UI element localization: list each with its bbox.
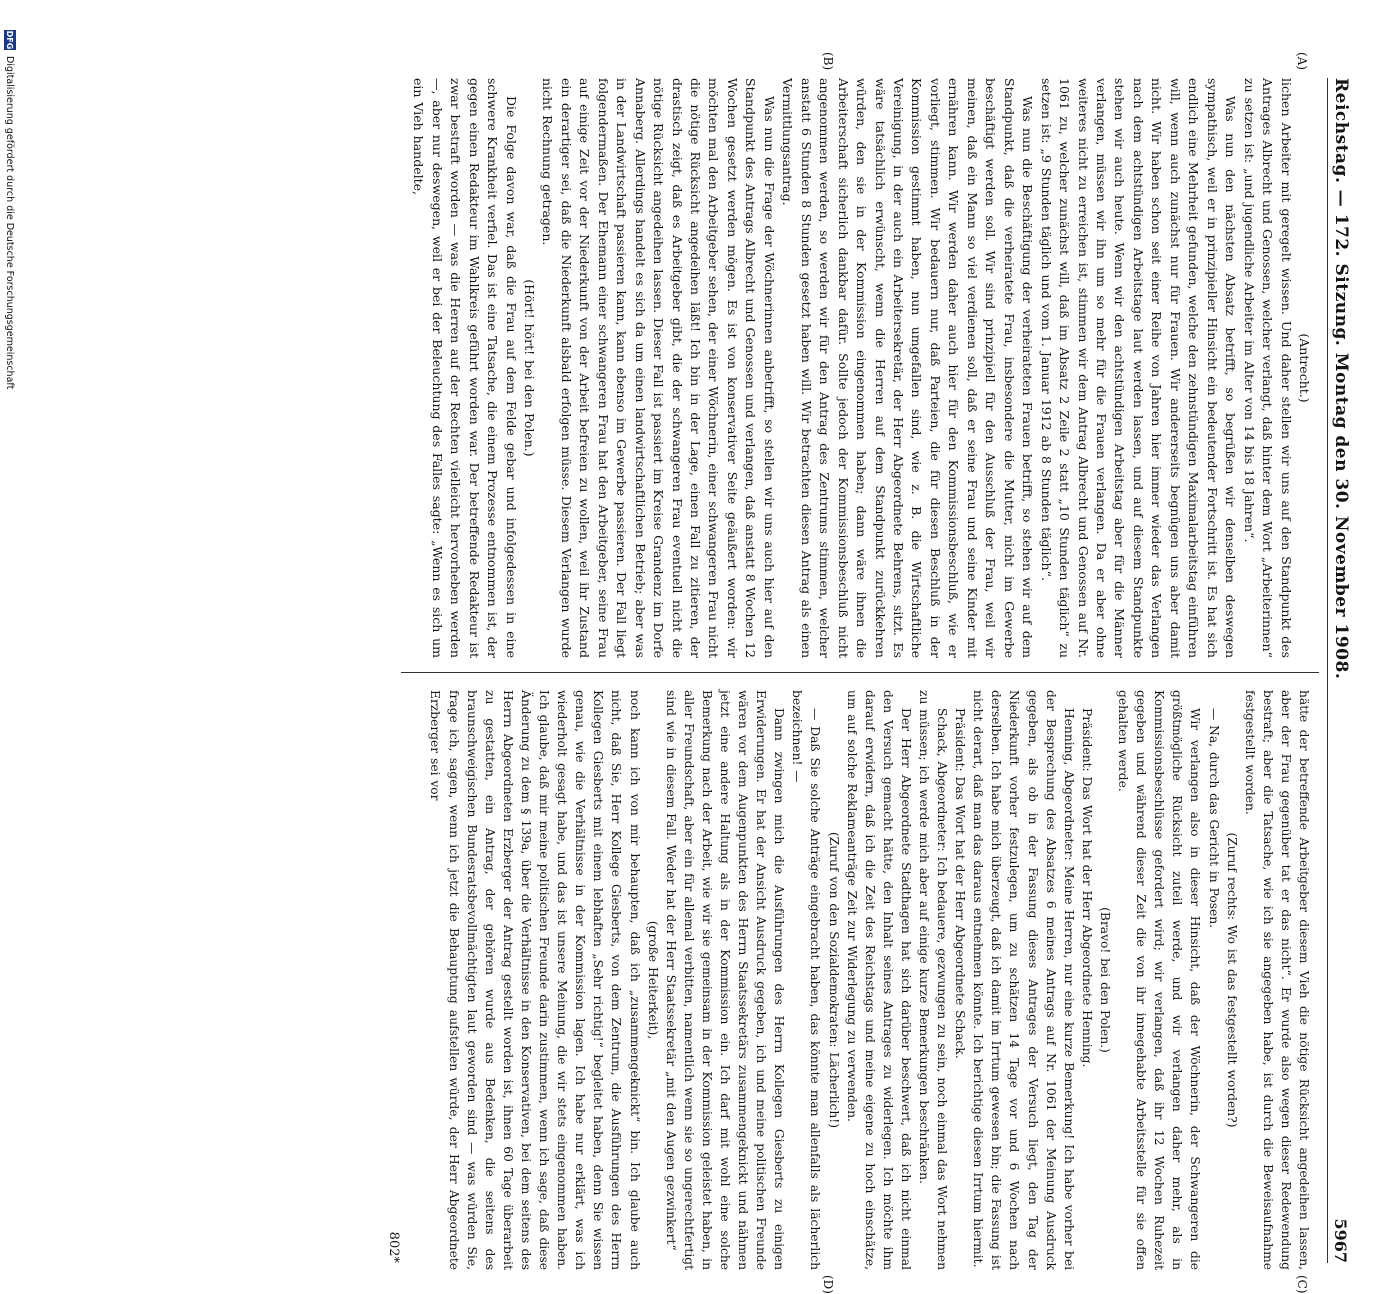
- paragraph: Schack, Abgeordneter: Ich bedauere, gezwungen zu sein, noch einmal das Wort nehmen zu müssen; ich werde mich aber auf einige kurze Bemerkungen beschränken.: [917, 690, 950, 1270]
- column-divider: [401, 672, 1319, 673]
- right-column: [408, 690, 1313, 1270]
- paragraph: Was nun die Beschäftigung der verheirateten Frauen betrifft, so stehen wir auf dem Standpunkt, daß die verheiratete Frau, insbesondere die Mutter, nicht im Gewerbe beschäftigt werden soll. Wir sind prinzipiell für den Ausschluß der Frau, weil wir meinen, daß ein Mann so viel verdienen soll, daß er seine Frau und seine Kinder mit ernähren kann. Wir werden daher auch hier für den Kommissionsbeschluß, wie er vorliegt, stimmen. Wir bedauern nur, daß Parteien, die für diesen Beschluß in der Kommission gestimmt haben, nun umgefallen sind, wie z. B. die Wirtschaftliche Vereinigung, in der auch ein Arbeitersekretär, der Herr Abgeordnete Behrens, sitzt. Es wäre tatsächlich erwünscht, wenn die Herren auf dem Standpunkt zurückkehren würden, den sie in der Kommission eingenommen haben; dann wäre ihnen die Arbeiterschaft sicherlich dankbar dafür. Sollte jedoch der Kommissionsbeschluß nicht angenommen werden, so werden wir für den Antrag des Zentrums stimmen, welcher anstatt 6 Stunden 8 Stunden gesetzt haben will. Wir betrachten diesen Antrag als einen Vermittlungsantrag.: [780, 78, 1036, 658]
- margin-mark-a: (A): [1295, 52, 1309, 71]
- interjection: (große Heiterkeit),: [645, 920, 660, 1040]
- paragraph: Präsident: Das Wort hat der Herr Abgeordnete Schack.: [953, 708, 968, 1059]
- digitization-credit: [0, 0, 20, 1000]
- paragraph: Die Folge davon war, daß die Frau auf dem Felde gebar und infolgedessen in eine schwere Krankheit verfiel. Das ist eine Tatsache, die einem Prozesse entnommen ist, der gegen einen Redakteur im Wahlkreis geführt worden war. Der betreffende Redakteur ist zwar bestraft worden — was die Herren auf der Rechten vielleicht hervorheben werden —, aber nur deswegen, weil er bei der Beleuchtung des Falles sagte: „Wenn es sich um ein Vieh handelte,: [411, 78, 519, 658]
- interjection: (Zuruf von den Sozialdemokraten: Lächerlich!): [826, 832, 841, 1128]
- page-number: 5967: [1331, 1218, 1350, 1263]
- paragraph: noch kann ich von mir behaupten, daß ich „zusammengeknickt“ bin. Ich glaube auch nicht, daß Sie, Herr Kollege Giesberts, von dem Zentrum, die Ausführungen des Herrn Kollegen Giesberts mit einem lebhaften „Sehr richtig!“ begleitet haben, denn Sie wissen genau, wie die Verhältnisse in der Kommission lagen. Ich habe nur erklärt, was ich wiederholt gesagt habe, und das ist unsere Meinung, die wir stets eingenommen haben. Ich glaube, daß mir meine politischen Freunde darin zustimmen, wenn ich sage, daß diese Änderung zu dem § 139a, über die Verhältnisse in den Konservativen, bei dem seitens des Herrn Abgeordneten Erzberger der Antrag gestellt worden ist, ihnen 60 Tage überarbeit zu gestatten, ein Antrag, der gehören wurde aus Bedenken, die seitens des braunschweigischen Bundesratsbevollmächtigten laut geworden sind — was würden Sie, frage ich, sagen, wenn ich jetzt die Behauptung aufstellen würde, der Herr Abgeordnete Erzberger sei vor: [428, 690, 642, 1270]
- signature-mark: 802*: [386, 1231, 401, 1263]
- paragraph: — Na, durch das Gericht in Posen.: [1206, 708, 1221, 929]
- paragraph: Präsident: Das Wort hat der Herr Abgeordnete Henning.: [1079, 708, 1094, 1068]
- paragraph: Der Herr Abgeordnete Stadthagen hat sich darüber beschwert, daß ich nicht einmal den Versuch gemacht hätte, den Inhalt seines Antrages zu widerlegen. Ich möchte ihm darauf erwidern, daß ich die Zeit des Reichstags und meine eigene zu hoch einschätze, um auf solche Reklameanträge Zeit zur Widerlegung zu verwenden.: [844, 690, 913, 1270]
- paragraph: — Daß Sie solche Anträge eingebracht haben, das könnte man allenfalls als lächerlich bezeichnen! —: [790, 690, 823, 1270]
- interjection: (Zuruf rechts: Wo ist das festgestellt worden?): [1224, 832, 1239, 1128]
- paragraph: lichen Arbeiter mit geregelt wissen. Und daher stellen wir uns auf den Standpunkt des Antrages Albrecht und Genossen, welcher verlangt, daß hinter dem Wort „Arbeiterinnen“ zu setzen ist: „und jugendliche Arbeiter im Alter von 14 bis 18 Jahren“.: [1241, 78, 1294, 658]
- margin-mark-c: (C): [1295, 1275, 1309, 1294]
- paragraph: Wir verlangen also in dieser Hinsicht, daß der Wöchnerin, der Schwangeren die größtmögliche Rücksicht zuteil werde, und wir verlangen daher mehr, als in Kommissionsbeschlüsse gefordert wird; wir verlangen, daß ihr 12 Wochen Ruhezeit gegeben und während dieser Zeit die von ihr innegehabte Arbeitsstelle für sie offen gehalten werde.: [1116, 690, 1203, 1270]
- margin-mark-b: (B): [821, 52, 835, 71]
- speaker-tag: (Antrecht.): [1297, 333, 1312, 403]
- running-header: [1327, 78, 1373, 1263]
- paragraph: Dann zwingen mich die Ausführungen des Herrn Kollegen Giesberts zu einigen Erwiderungen. Er hat der Ansicht Ausdruck gegeben, ich und meine politischen Freunde wären vor dem Augenpunkten des Herrn Staatssekretärs zusammengeknickt und nähmen jetzt eine andere Haltung als in der Kommission ein. Ich darf mit wohl eine solche Bemerkung nach der Arbeit, wie wir sie gemeinsam in der Kommission geleistet haben, in aller Freundschaft, aber ein für allemal verbitten, namentlich wenn sie so ungerechtfertigt sind wie in diesem Fall. Weder hat der Herr Staatssekretär „mit den Augen gezwinkert“: [663, 690, 787, 1270]
- paragraph: Was nun die Frage der Wöchnerinnen anbetrifft, so stellen wir uns auch hier auf den Standpunkt des Antrags Albrecht und Genossen und verlangen, daß anstatt 8 Wochen 12 Wochen gesetzt werden mögen. Es ist von konservativer Seite geäußert worden: wir möchten mal den Arbeitgeber sehen, der einer Wöchnerin, einer schwangeren Frau nicht die nötige Rücksicht angedeihen läßt! Ich bin in der Lage, einen Fall zu zitieren, der drastisch zeigt, daß es Arbeitgeber gibt, die der schwangeren Frau eventuell nicht die nötige Rücksicht angedeihen lassen. Dieser Fall ist passiert im Kreise Grandenz im Dorfe Annaberg. Allerdings handelt es sich da um einen landwirtschaftlichen Betrieb; aber was in der Landwirtschaft passieren kann, kann ebenso im Gewerbe passieren. Der Fall liegt folgendermaßen. Der Ehemann einer schwangeren Frau hat den Arbeitgeber, seine Frau auf einige Zeit vor der Niederkunft von der Arbeit befreien zu wollen, weil ihr Zustand ein derartiger sei, daß die Niederkunft alsbald erfolgen müsse. Diesem Verlangen wurde nicht Rechnung getragen.: [540, 78, 777, 658]
- interjection: (Hört! hört! bei den Polen.): [521, 279, 537, 457]
- margin-mark-d: (D): [821, 1275, 835, 1294]
- paragraph: Henning, Abgeordneter: Meine Herren, nur eine kurze Bemerkung! Ich habe vorher bei der Besprechung des Absatzes 6 meines Antrags auf Nr. 1061 der Meinung Ausdruck gegeben, als ob in der Fassung dieses Antrages der Versuch liegt, den Tag der Niederkunft vorher festzulegen, um zu schätzen 14 Tage vor und 6 Wochen nach derselben. Ich habe mich überzeugt, daß ich damit im Irrtum gewesen bin; die Fassung ist nicht derart, daß man das daraus entnehmen könnte. Ich berichtige diesen Irrtum hiermit.: [971, 690, 1076, 1270]
- left-column: [408, 78, 1313, 658]
- interjection: (Bravo! bei den Polen.): [1097, 907, 1112, 1053]
- paragraph: hätte der betreffende Arbeitgeber diesem Vieh die nötige Rücksicht angedeihen lassen, aber der Frau gegenüber tat er das nicht“. Er wurde also wegen dieser Redewendung bestraft; aber die Tatsache, wie ich sie angegeben habe, ist durch die Beweisaufnahme festgestellt worden.: [1242, 690, 1311, 1270]
- header-title: Reichstag. — 172. Sitzung. Montag den 30. November 1908.: [1331, 78, 1351, 680]
- paragraph: Was nun den nächsten Absatz betrifft, so begrüßen wir denselben deswegen sympathisch, weil er in prinzipieller Hinsicht ein bedeutender Fortschritt ist. Es hat sich endlich eine Mehrheit gefunden, welche den zehnstündigen Maximalarbeitstag einführen will, wenn auch zunächst nur für Frauen. Wir andererseits begnügen uns aber damit nicht. Wir haben schon seit einer Reihe von Jahren hier immer wieder das Verlangen nach dem achtstündigen Arbeitstage laut werden lassen, und auf diesem Standpunkte stehen wir auch heute. Wenn wir den achtstündigen Arbeitstag aber für die Männer verlangen, müssen wir ihn um so mehr für die Frauen verlangen. Da er aber ohne weiteres nicht zu erreichen ist, stimmen wir dem Antrag Albrecht und Genossen auf Nr. 1061 zu, welcher zunächst will, daß im Absatz 2 Zeile 2 statt „10 Stunden täglich“ zu setzen ist: „9 Stunden täglich und vom 1. Januar 1912 ab 8 Stunden täglich“.: [1038, 78, 1239, 658]
- credit-text: Digitalisierung gefördert durch die Deutsche Forschungsgemeinschaft: [4, 56, 16, 390]
- dfg-logo: DFG: [5, 30, 15, 50]
